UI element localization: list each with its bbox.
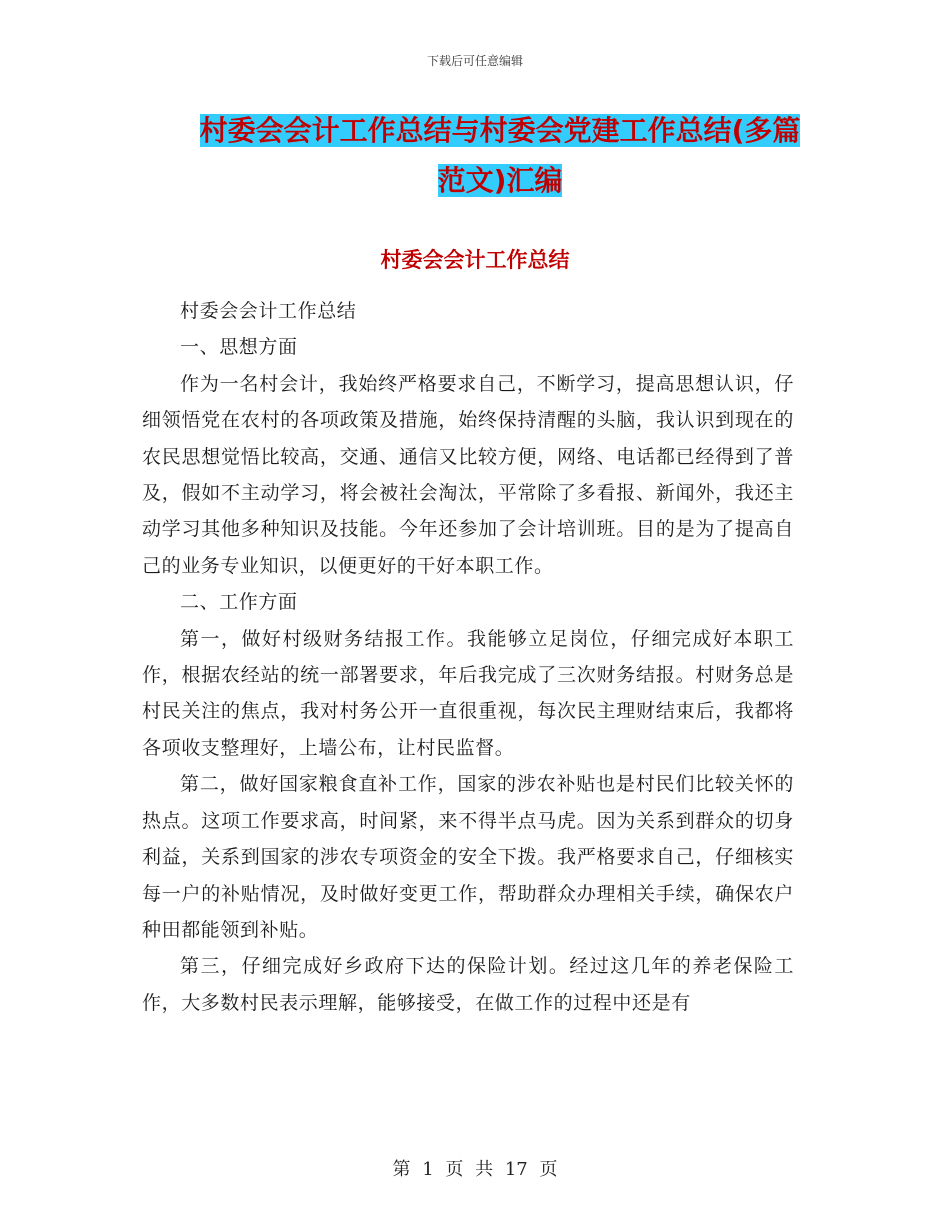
document-body [142,293,794,1021]
document-title [195,106,805,206]
paragraph: 村委会会计工作总结 [180,300,357,322]
header-note: 下载后可任意编辑 [426,54,523,68]
section-title: 村委会会计工作总结 [380,248,570,272]
paragraph: 二、工作方面 [180,591,298,614]
document-title-text: 村委会会计工作总结与村委会党建工作总结(多篇范文)汇编 [199,114,801,197]
paragraph: 一、思想方面 [180,336,298,359]
page-footer: 第 1 页 共 17 页 [392,1159,558,1180]
paragraph: 第一，做好村级财务结报工作。我能够立足岗位，仔细完成好本职工作，根据农经站的统一部署要求，年后我完成了三次财务结报。村财务总是村民关注的焦点，我对村务公开一直很重视，每次民主理财结束后，我都将各项收支整理好，上墙公布，让村民监督。 [142,627,794,759]
paragraph: 作为一名村会计，我始终严格要求自己，不断学习，提高思想认识，仔细领悟党在农村的各项政策及措施，始终保持清醒的头脑，我认识到现在的农民思想觉悟比较高，交通、通信又比较方便，网络、电话都已经得到了普及，假如不主动学习，将会被社会淘汰，平常除了多看报、新闻外，我还主动学习其他多种知识及技能。今年还参加了会计培训班。目的是为了提高自己的业务专业知识，以便更好的干好本职工作。 [142,372,794,577]
paragraph: 第二，做好国家粮食直补工作，国家的涉农补贴也是村民们比较关怀的热点。这项工作要求高，时间紧，来不得半点马虎。因为关系到群众的切身利益，关系到国家的涉农专项资金的安全下拨。我严格要求自己，仔细核实每一户的补贴情况，及时做好变更工作，帮助群众办理相关手续，确保农户种田都能领到补贴。 [142,773,794,941]
paragraph: 第三，仔细完成好乡政府下达的保险计划。经过这几年的养老保险工作，大多数村民表示理解，能够接受，在做工作的过程中还是有 [142,955,794,1014]
